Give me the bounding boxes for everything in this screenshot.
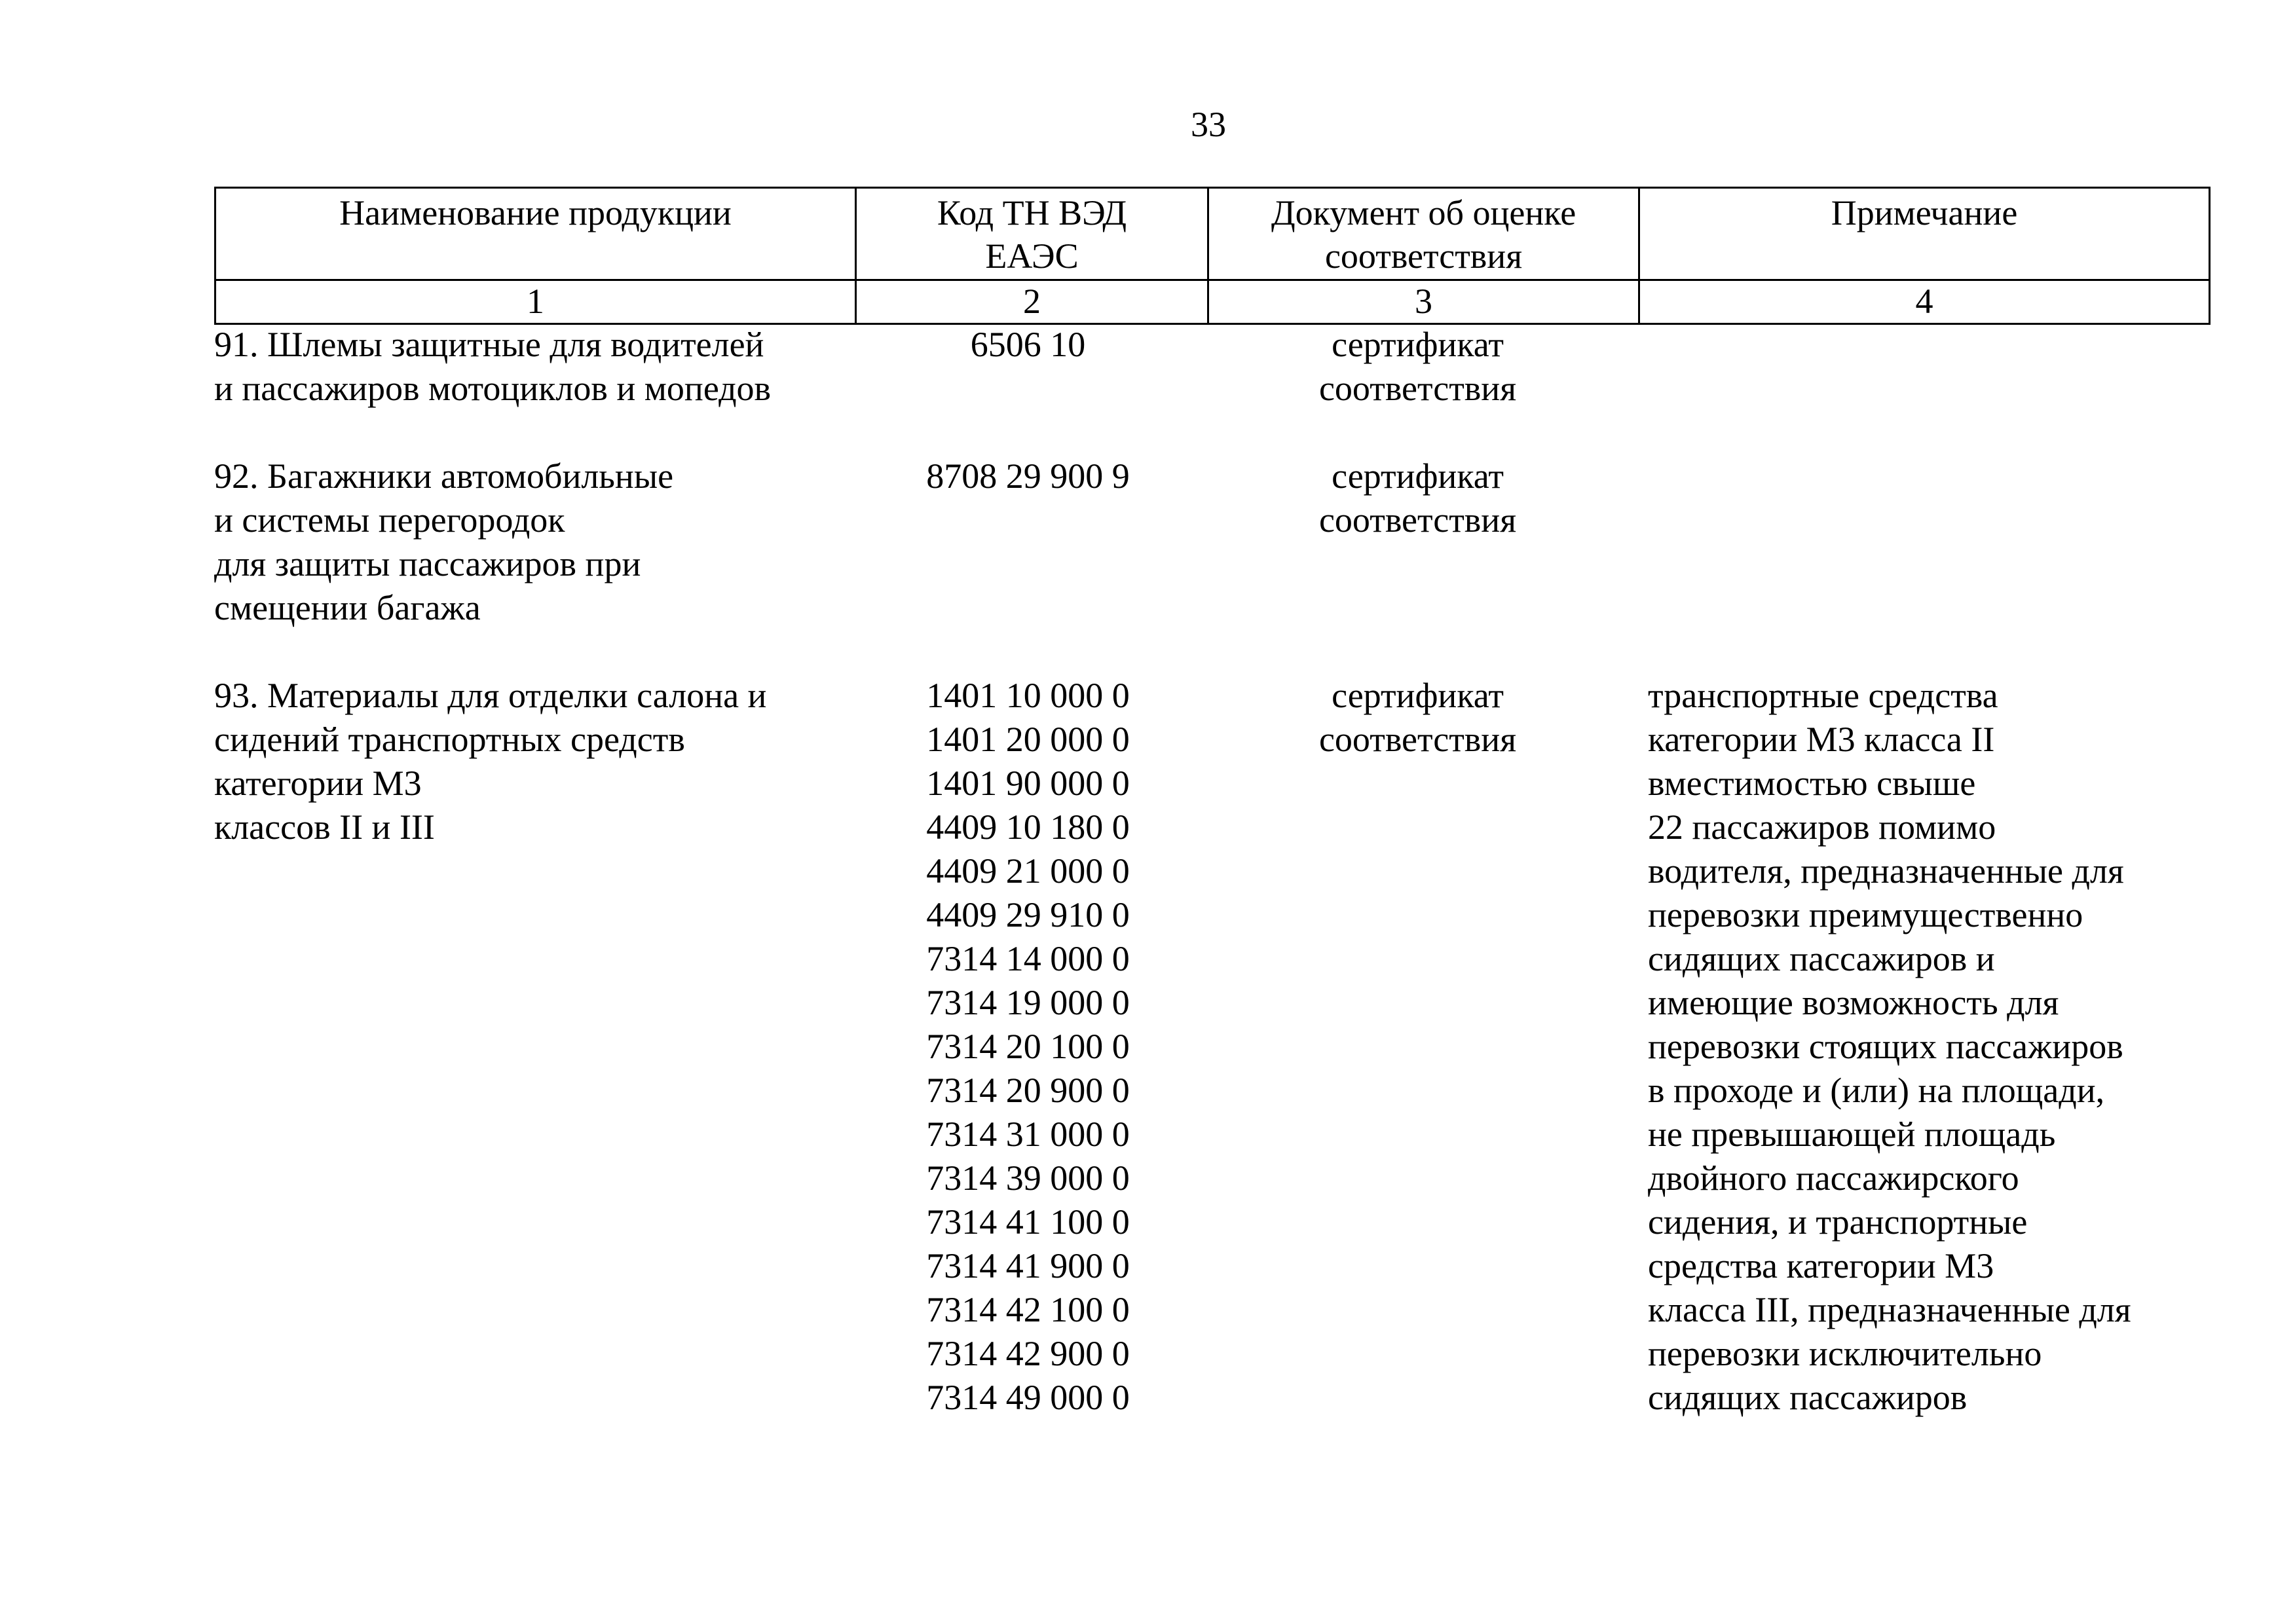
note-cell xyxy=(1632,454,2201,630)
table-row xyxy=(214,323,2201,411)
header-note: Примечание xyxy=(1639,188,2210,280)
product-name-cell: 92. Багажники автомобильные и системы перегородок для защиты пассажиров при смещении багажа xyxy=(214,456,674,627)
tn-ved-code-cell: 8708 29 900 9 xyxy=(926,456,1130,496)
column-number-1: 1 xyxy=(215,280,856,324)
tn-ved-code-cell: 6506 10 xyxy=(970,325,1086,364)
column-number-3: 3 xyxy=(1208,280,1639,324)
table-body xyxy=(214,323,2201,1420)
column-number-4: 4 xyxy=(1639,280,2210,324)
table-row xyxy=(214,674,2201,1420)
product-name-cell: 91. Шлемы защитные для водителей и пассажиров мотоциклов и мопедов xyxy=(214,325,772,408)
page-number: 33 xyxy=(1191,105,1226,144)
tn-ved-code-cell: 1401 10 000 0 1401 20 000 0 1401 90 000 0 4409 10 180 0 4409 21 000 0 4409 29 910 0 7314 14 000 0 7314 19 000 0 7314 20 100 0 7314 20 900 0 7314 31 000 0 7314 39 000 0 7314 41 100 0 7314 41 900 0 7314 42 100 0 7314 42 900 0 7314 49 000 0 xyxy=(926,676,1130,1417)
header-conformity-document: Документ об оценке соответствия xyxy=(1208,188,1639,280)
header-product-name: Наименование продукции xyxy=(215,188,856,280)
product-name-cell: 93. Материалы для отделки салона и сидений транспортных средств категории М3 классов II и III xyxy=(214,676,767,847)
table-header xyxy=(214,187,2211,325)
conformity-document-cell: сертификат соответствия xyxy=(1318,456,1517,540)
note-cell: транспортные средства категории М3 класса II вместимостью свыше 22 пассажиров помимо водителя, предназначенные для перевозки преимущественно сидящих пассажиров и имеющие возможность для перевозки стоящих пассажиров в проходе и (или) на площади, не превышающей площадь двойного пассажирского сидения, и транспортные средства категории М3 класса III, предназначенные для перевозки исключительно сидящих пассажиров xyxy=(1648,676,2131,1417)
note-cell xyxy=(1632,323,2201,411)
header-titles-row xyxy=(215,188,2210,280)
table-row xyxy=(214,454,2201,630)
conformity-document-cell: сертификат соответствия xyxy=(1318,676,1517,759)
conformity-document-cell: сертификат соответствия xyxy=(1318,325,1517,408)
column-number-2: 2 xyxy=(856,280,1208,324)
header-tn-ved-code: Код ТН ВЭД ЕАЭС xyxy=(856,188,1208,280)
header-column-numbers-row xyxy=(215,280,2210,324)
